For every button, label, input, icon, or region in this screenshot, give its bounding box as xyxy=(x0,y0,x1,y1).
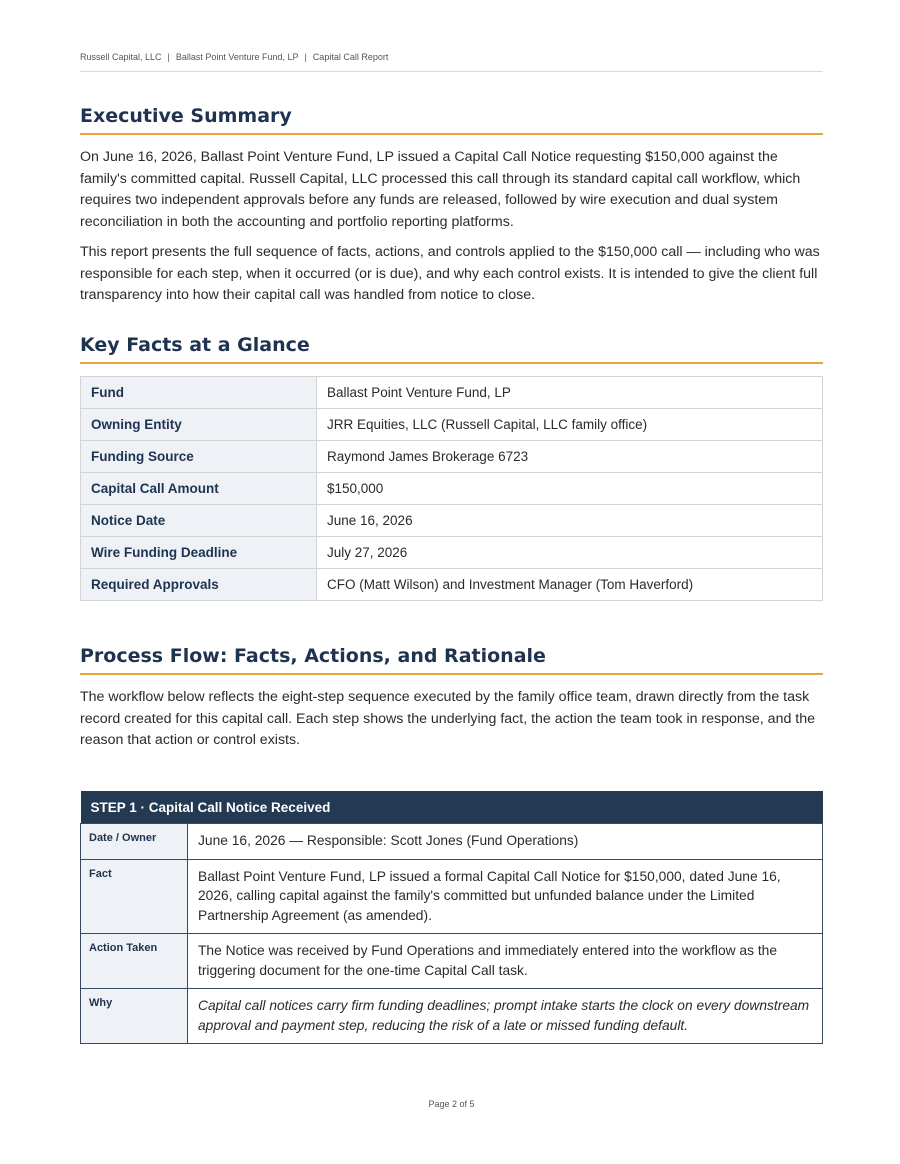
process-flow-intro: The workflow below reflects the eight-step sequence executed by the family office team, drawn directly from the task record created for this capital call. Each step shows the underlying fact, the action the team took in response, and the reason that action or control exists. xyxy=(80,689,816,748)
table-row xyxy=(81,537,823,569)
step-row-value: June 16, 2026 — Responsible: Scott Jones (Fund Operations) xyxy=(188,824,823,860)
table-row xyxy=(81,409,823,441)
table-row xyxy=(81,934,823,989)
step-1-heading: STEP 1 · Capital Call Notice Received xyxy=(81,791,823,824)
fact-value: $150,000 xyxy=(317,473,823,505)
fact-value: June 16, 2026 xyxy=(317,505,823,537)
running-header xyxy=(80,52,823,62)
fact-label: Wire Funding Deadline xyxy=(81,537,317,569)
step-row-label: Action Taken xyxy=(81,934,188,989)
step-row-label: Date / Owner xyxy=(81,824,188,860)
table-row xyxy=(81,569,823,601)
page-number: Page 2 of 5 xyxy=(428,1099,475,1109)
header-divider xyxy=(80,71,823,72)
table-row xyxy=(81,505,823,537)
key-facts-heading: Key Facts at a Glance xyxy=(80,334,823,364)
key-facts-table xyxy=(80,376,823,601)
fact-value: CFO (Matt Wilson) and Investment Manager (Tom Haverford) xyxy=(317,569,823,601)
fact-value: Raymond James Brokerage 6723 xyxy=(317,441,823,473)
table-row xyxy=(81,824,823,860)
step-1-table xyxy=(80,791,823,1044)
fact-label: Notice Date xyxy=(81,505,317,537)
header-fund: Ballast Point Venture Fund, LP xyxy=(175,52,299,62)
step-row-value: Capital call notices carry firm funding deadlines; prompt intake starts the clock on every downstream approval and payment step, reducing the risk of a late or missed funding default. xyxy=(188,989,823,1044)
fact-value: Ballast Point Venture Fund, LP xyxy=(317,377,823,409)
table-row xyxy=(81,989,823,1044)
step-row-value: The Notice was received by Fund Operations and immediately entered into the workflow as the triggering document for the one-time Capital Call task. xyxy=(188,934,823,989)
table-row xyxy=(81,377,823,409)
table-row xyxy=(81,473,823,505)
fact-value: July 27, 2026 xyxy=(317,537,823,569)
header-report: Capital Call Report xyxy=(312,52,389,62)
header-separator: | xyxy=(304,52,307,62)
fact-label: Funding Source xyxy=(81,441,317,473)
process-flow-heading: Process Flow: Facts, Actions, and Rationale xyxy=(80,645,823,675)
fact-label: Capital Call Amount xyxy=(81,473,317,505)
fact-label: Fund xyxy=(81,377,317,409)
executive-summary-paragraph-1: On June 16, 2026, Ballast Point Venture Fund, LP issued a Capital Call Notice requesting $150,000 against the family's committed capital. Russell Capital, LLC processed this call through its standard capital call workflow, which requires two independent approvals before any funds are released, followed by wire execution and dual system reconciliation in both the accounting and portfolio reporting platforms. xyxy=(80,149,801,230)
header-org: Russell Capital, LLC xyxy=(80,52,162,62)
fact-label: Owning Entity xyxy=(81,409,317,441)
step-row-label: Why xyxy=(81,989,188,1044)
header-separator: | xyxy=(167,52,170,62)
fact-value: JRR Equities, LLC (Russell Capital, LLC family office) xyxy=(317,409,823,441)
step-row-value: Ballast Point Venture Fund, LP issued a formal Capital Call Notice for $150,000, dated June 16, 2026, calling capital against the family's committed but unfunded balance under the Limited Partnership Agreement (as amended). xyxy=(188,859,823,934)
table-row xyxy=(81,441,823,473)
executive-summary-paragraph-2: This report presents the full sequence of facts, actions, and controls applied to the $150,000 call — including who was responsible for each step, when it occurred (or is due), and why each control exists. It is intended to give the client full transparency into how their capital call was handled from notice to close. xyxy=(80,244,820,303)
step-row-label: Fact xyxy=(81,859,188,934)
executive-summary-heading: Executive Summary xyxy=(80,105,823,135)
fact-label: Required Approvals xyxy=(81,569,317,601)
table-row xyxy=(81,859,823,934)
